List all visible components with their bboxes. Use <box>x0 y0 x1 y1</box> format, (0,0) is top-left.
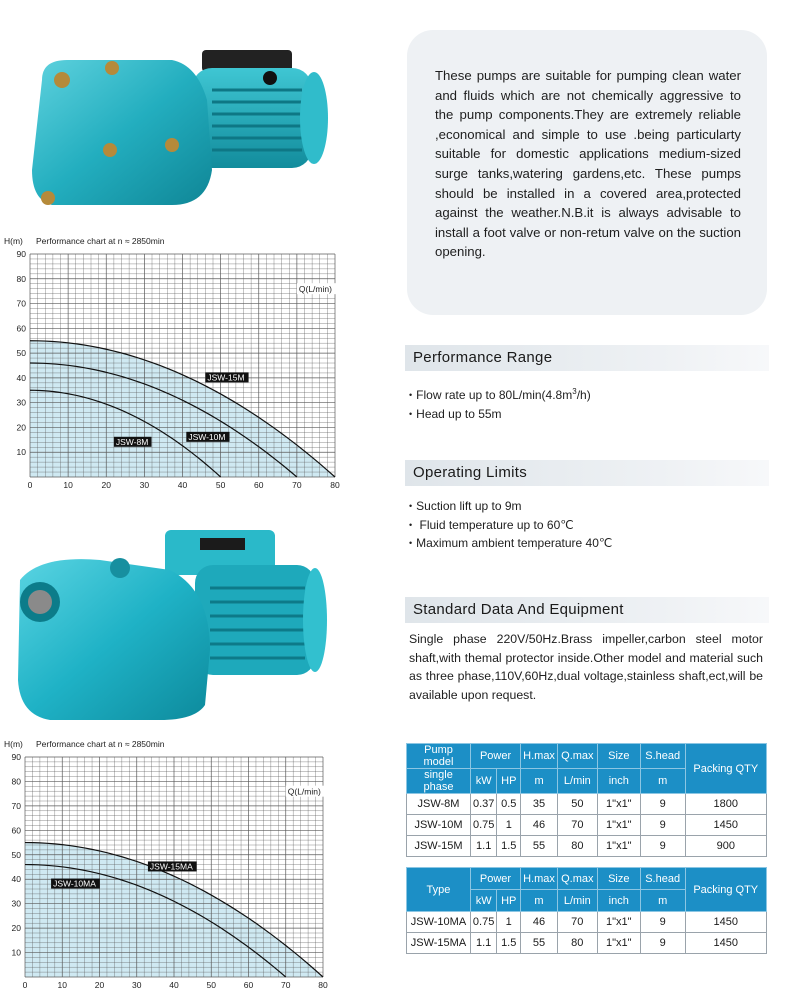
jet-pump-photo-bottom <box>10 530 330 725</box>
flow-rate-item: • Flow rate up to $80L/\min(4.8m^3/h)$ <box>409 383 591 406</box>
y-tick-label: 60 <box>16 323 26 334</box>
table-header: m <box>640 890 685 912</box>
table-row: JSW-15M 1.1 1.5 55 80 1"x1" 9 900 <box>407 836 767 857</box>
table-header: Q.max <box>557 744 597 769</box>
table-header: H.max <box>521 868 558 890</box>
table-header: S.head <box>640 868 685 890</box>
y-tick-label: 90 <box>16 249 26 259</box>
x-tick-label: 80 <box>330 480 340 490</box>
table-header: m <box>521 890 558 912</box>
y-tick-label: 80 <box>16 273 26 284</box>
y-tick-label: 80 <box>11 776 21 787</box>
y-tick-label: 20 <box>11 923 21 934</box>
x-tick-label: 0 <box>27 480 33 490</box>
performance-chart-1 <box>0 232 345 490</box>
table-header: Size <box>597 868 640 890</box>
y-tick-label: 40 <box>16 372 26 383</box>
y-tick-label: 20 <box>16 422 26 433</box>
y-tick-label: 50 <box>16 348 26 359</box>
x-tick-label: 0 <box>22 980 28 990</box>
x-tick-label: 20 <box>94 980 105 990</box>
standard-data-title: Standard Data And Equipment <box>413 601 624 618</box>
series-label-jsw-8m: JSW-8M <box>115 436 149 447</box>
table-header: HP <box>497 769 521 794</box>
description-panel <box>407 30 767 315</box>
x-tick-label: 70 <box>281 980 291 990</box>
y-tick-label: 40 <box>11 874 21 885</box>
x-tick-label: 20 <box>101 480 111 490</box>
table-header: Pump model <box>407 744 471 769</box>
y-tick-label: 30 <box>11 898 21 909</box>
y-tick-label: 30 <box>16 397 26 408</box>
table-header: m <box>521 769 558 794</box>
limit-item: • Maximum ambient temperature 40℃ <box>409 535 612 554</box>
x-axis-label: Q(L/min) <box>287 786 321 797</box>
table-row: JSW-10M 0.75 1 46 70 1"x1" 9 1450 <box>407 815 767 836</box>
table-header: kW <box>470 890 496 912</box>
x-tick-label: 60 <box>243 980 254 990</box>
standard-data-text: Single phase 220V/50Hz.Brass impeller,carbon steel motor shaft,with themal protector inside.Other model and material such as three phase,110V,60Hz,dual voltage,stainless shaft,ect,will be available upon request. <box>409 632 763 702</box>
table-header: Packing QTY <box>685 868 767 912</box>
y-tick-label: 70 <box>11 800 21 811</box>
y-tick-label: 60 <box>11 825 21 836</box>
x-tick-label: 30 <box>139 480 150 490</box>
table-header: Size <box>597 744 640 769</box>
table-header: H.max <box>521 744 558 769</box>
table-header: kW <box>470 769 496 794</box>
operating-limits-list <box>409 498 612 554</box>
x-tick-label: 50 <box>206 980 216 990</box>
table-header: inch <box>597 890 640 912</box>
table-header: m <box>640 769 685 794</box>
x-tick-label: 80 <box>318 980 328 990</box>
series-label-jsw-10m: JSW-10M <box>188 431 226 442</box>
performance-chart-2 <box>0 735 340 990</box>
head-item: • Head up to 55m <box>409 406 591 425</box>
y-axis-label: H(m) <box>4 739 23 749</box>
table-header: HP <box>497 890 521 912</box>
limit-item: • Fluid temperature up to 60℃ <box>409 517 612 536</box>
y-tick-label: 10 <box>11 947 21 958</box>
y-axis-label: H(m) <box>4 236 23 246</box>
jet-pump-photo-top <box>22 20 342 220</box>
table-header: Power <box>470 868 520 890</box>
x-axis-label: Q(L/min) <box>298 284 332 295</box>
table-header: L/min <box>557 769 597 794</box>
table-row: JSW-10MA 0.75 1 46 70 1"x1" 9 1450 <box>407 912 767 933</box>
chart-title: Performance chart at n ≈ 2850min <box>36 739 165 749</box>
description-text: These pumps are suitable for pumping clean water and fluids which are not chemically aggressive to the pump components.They are extremely reliable ,economical and simple to use .being particularty suitable for domestic applications medium-sized surge tanks,watering gardens,etc. These pumps should be installed in a covered area,protected against the weather.N.B.it is always advisable to install a foot valve or non-retum valve on the suction opening. <box>435 68 741 260</box>
operating-limits-title: Operating Limits <box>413 464 528 481</box>
chart-title: Performance chart at n ≈ 2850min <box>36 236 165 246</box>
x-tick-label: 40 <box>169 980 179 990</box>
performance-range-title: Performance Range <box>413 349 553 366</box>
performance-range-list <box>409 383 591 424</box>
x-tick-label: 50 <box>215 480 226 490</box>
standard-data-header <box>405 597 769 623</box>
series-label-jsw-10ma: JSW-10MA <box>53 878 96 889</box>
table-row: JSW-15MA 1.1 1.5 55 80 1"x1" 9 1450 <box>407 933 767 954</box>
x-tick-label: 70 <box>292 480 302 490</box>
table-header: S.head <box>640 744 685 769</box>
limit-item: • Suction lift up to 9m <box>409 498 612 517</box>
performance-range-header <box>405 345 769 371</box>
table-header: single phase <box>407 769 471 794</box>
series-label-jsw-15m: JSW-15M <box>207 372 245 383</box>
x-tick-label: 60 <box>254 480 264 490</box>
spec-table-2 <box>406 867 767 954</box>
x-tick-label: 10 <box>63 480 73 490</box>
y-tick-label: 10 <box>16 447 26 458</box>
table-header: Power <box>470 744 520 769</box>
y-tick-label: 90 <box>11 752 21 762</box>
table-header: Type <box>407 868 471 912</box>
series-label-jsw-15ma: JSW-15MA <box>149 861 193 872</box>
spec-table-1 <box>406 743 767 857</box>
x-tick-label: 30 <box>132 980 142 990</box>
table-row: JSW-8M 0.37 0.5 35 50 1"x1" 9 1800 <box>407 794 767 815</box>
x-tick-label: 40 <box>177 480 188 490</box>
table-header: Q.max <box>557 868 597 890</box>
y-tick-label: 70 <box>16 298 26 309</box>
y-tick-label: 50 <box>11 849 21 860</box>
x-tick-label: 10 <box>57 980 67 990</box>
table-header: L/min <box>557 890 597 912</box>
operating-limits-header <box>405 460 769 486</box>
table-header: Packing QTY <box>685 744 766 794</box>
table-header: inch <box>597 769 640 794</box>
